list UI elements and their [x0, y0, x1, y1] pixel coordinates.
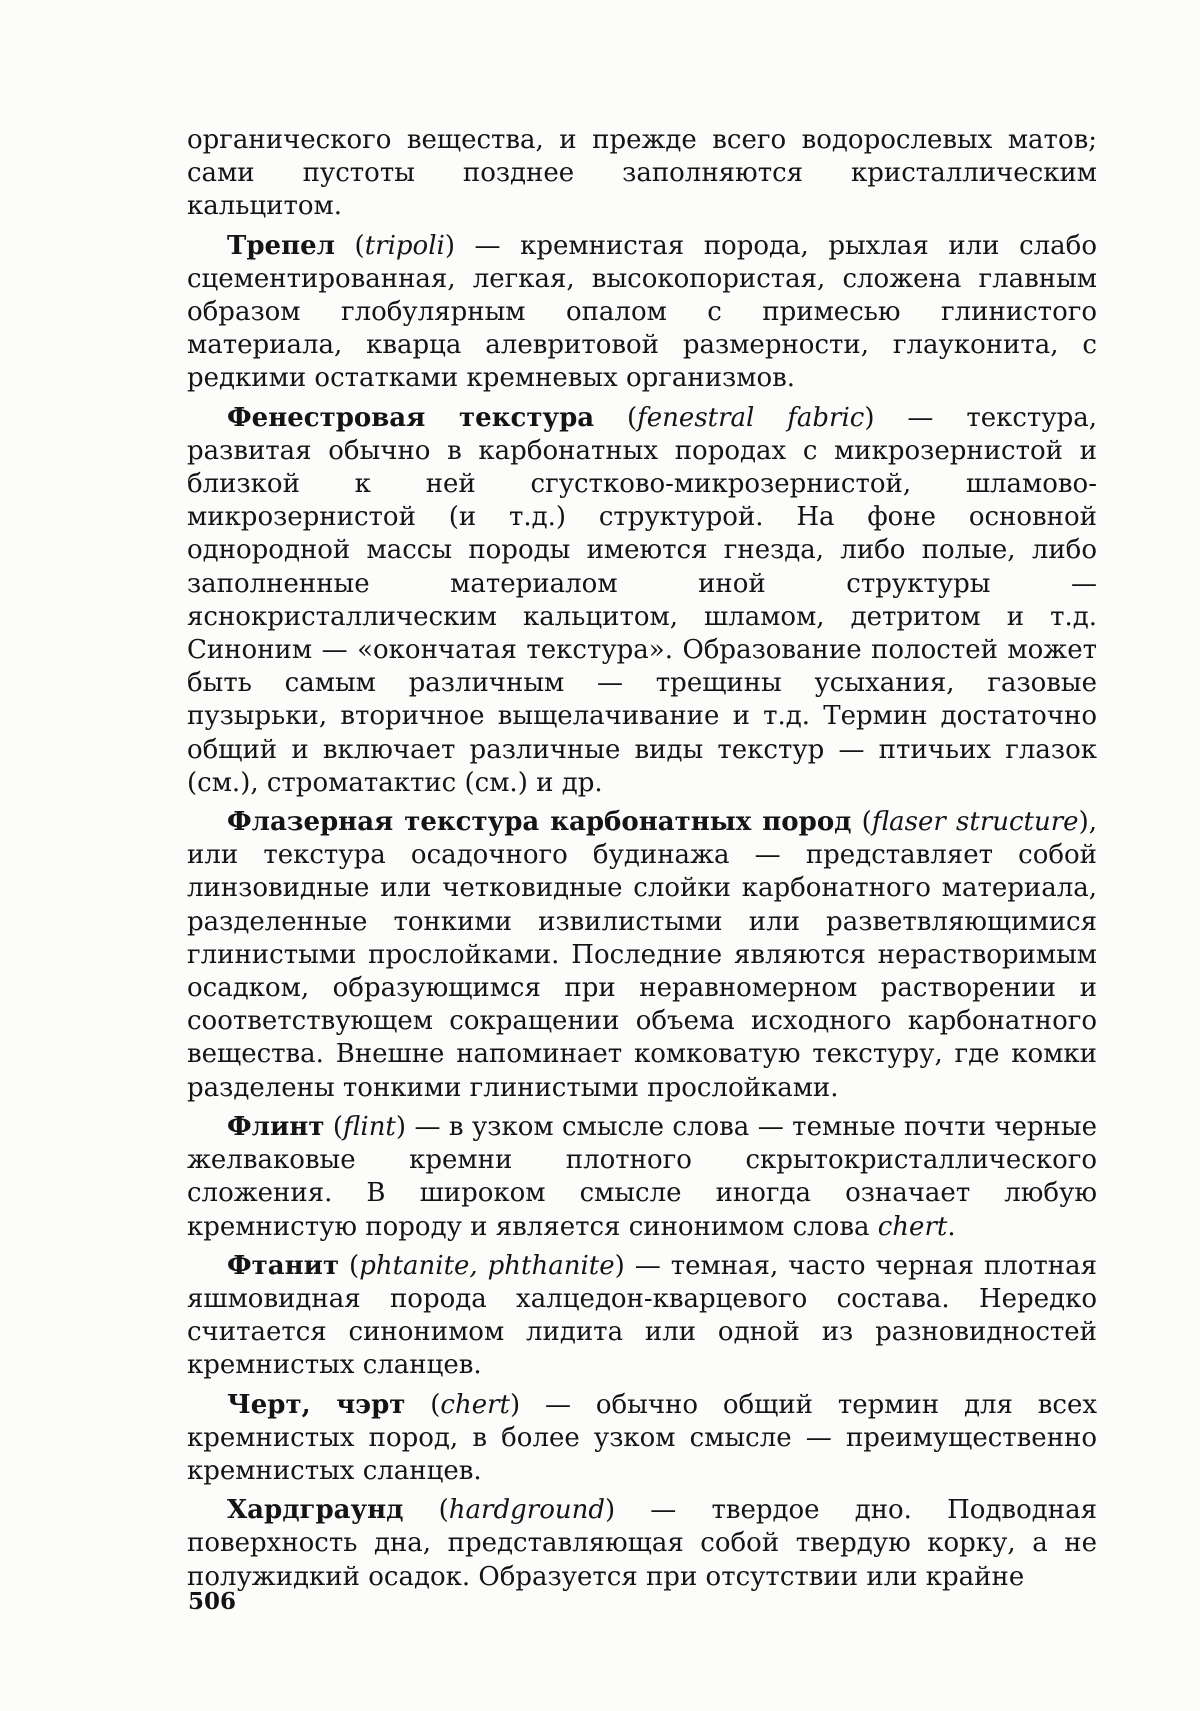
entry-english: flint — [343, 1112, 396, 1142]
entry-body: текстура, развитая обычно в карбонатных породах с микрозернистой и близкой к ней сгустково-микрозернистой, шламово-микрозернистой (и т.д.) структурой. На фоне основной однородной массы породы имеются гнезда, либо полые, либо заполненные материалом иной структуры — яснокристаллическим кальцитом, шламом, детритом и т.д. Синоним — «окончатая текстура». Образование полостей может быть самым различным — трещины усыхания, газовые пузырьки, вторичное выщелачивание и т.д. Термин достаточно общий и включает различные виды текстур — птичьих глазок (см.), строматактис (см.) и др. — [187, 403, 1097, 798]
entry-body: кремнистая порода, рыхлая или слабо сцементированная, легкая, высокопористая, сложена главным образом глобулярным опалом с примесью глинистого материала, кварца алевритовой размерности, глауконита, с редкими остатками кремневых организмов. — [187, 231, 1097, 394]
entry-english: flaser structure — [872, 807, 1079, 837]
entry-term: Фтанит — [227, 1251, 339, 1281]
entry-english: tripoli — [365, 231, 445, 261]
entry-english-tail: chert — [878, 1212, 948, 1242]
page-number: 506 — [188, 1588, 236, 1615]
entry-english: hardground — [449, 1495, 605, 1525]
book-page — [0, 0, 1200, 1711]
entry-tripoli: Трепел (tripoli) — кремнистая порода, рыхлая или слабо сцементированная, легкая, высокопористая, сложена главным образом глобулярным опалом с примесью глинистого материала, кварца алевритовой размерности, глауконита, с редкими остатками кремневых организмов. — [187, 230, 1097, 396]
entry-term: Флинт — [227, 1112, 324, 1142]
continued-paragraph — [187, 124, 1097, 224]
entry-term: Фенестровая текстура — [227, 403, 594, 433]
entry-term: Черт, чэрт — [227, 1390, 405, 1420]
entry-body: темная, часто черная плотная яшмовидная порода халцедон-кварцевого состава. Нередко считается синонимом лидита или одной из разновидностей кремнистых сланцев. — [187, 1251, 1097, 1381]
entry-flint: Флинт (flint) — в узком смысле слова — темные почти черные желваковые кремни плотного скрытокристаллического сложения. В широком смысле иногда означает любую кремнистую породу и является синонимом слова chert. — [187, 1111, 1097, 1244]
entry-chert: Черт, чэрт (chert) — обычно общий термин для всех кремнистых пород, в более узком смысле — преимущественно кремнистых сланцев. — [187, 1389, 1097, 1489]
continued-text: органического вещества, и прежде всего водорослевых матов; сами пустоты позднее заполняются кристаллическим кальцитом. — [187, 125, 1097, 221]
entry-fenestral: Фенестровая текстура (fenestral fabric) — текстура, развитая обычно в карбонатных породах с микрозернистой и близкой к ней сгустково-микрозернистой, шламово-микрозернистой (и т.д.) структурой. На фоне основной однородной массы породы имеются гнезда, либо полые, либо заполненные материалом иной структуры — яснокристаллическим кальцитом, шламом, детритом и т.д. Синоним — «окончатая текстура». Образование полостей может быть самым различным — трещины усыхания, газовые пузырьки, вторичное выщелачивание и т.д. Термин достаточно общий и включает различные виды текстур — птичьих глазок (см.), строматактис (см.) и др. — [187, 402, 1097, 800]
entry-flaser: Флазерная текстура карбонатных пород (flaser structure), или текстура осадочного будинажа — представляет собой линзовидные или четковидные слойки карбонатного материала, разделенные тонкими извилистыми или разветвляющимися глинистыми прослойками. Последние являются нерастворимым осадком, образующимся при неравномерном растворении и соответствующем сокращении объема исходного карбонатного вещества. Внешне напоминает комковатую текстуру, где комки разделены тонкими глинистыми прослойками. — [187, 806, 1097, 1105]
entry-body: в узком смысле слова — темные почти черные желваковые кремни плотного скрытокристаллического сложения. В широком смысле иногда означает любую кремнистую породу и является синонимом слова — [187, 1112, 1097, 1242]
entry-term: Флазерная текстура карбонатных пород — [227, 807, 852, 837]
glossary-text — [187, 124, 1097, 1600]
entry-hardground: Хардграунд (hardground) — твердое дно. Подводная поверхность дна, представляющая собой твердую корку, а не полужидкий осадок. Образуется при отсутствии или крайне — [187, 1494, 1097, 1594]
entry-body: твердое дно. Подводная поверхность дна, представляющая собой твердую корку, а не полужидкий осадок. Образуется при отсутствии или крайне — [187, 1495, 1097, 1591]
entry-term: Хардграунд — [227, 1495, 404, 1525]
entry-term: Трепел — [227, 231, 335, 261]
entry-phtanite: Фтанит (phtanite, phthanite) — темная, часто черная плотная яшмовидная порода халцедон-кварцевого состава. Нередко считается синонимом лидита или одной из разновидностей кремнистых сланцев. — [187, 1250, 1097, 1383]
entry-english: fenestral fabric — [637, 403, 864, 433]
entry-english: chert — [440, 1390, 510, 1420]
entry-english: phtanite, phthanite — [359, 1251, 614, 1281]
entry-body: или текстура осадочного будинажа — представляет собой линзовидные или четковидные слойки карбонатного материала, разделенные тонкими извилистыми или разветвляющимися глинистыми прослойками. Последние являются нерастворимым осадком, образующимся при неравномерном растворении и соответствующем сокращении объема исходного карбонатного вещества. Внешне напоминает комковатую текстуру, где комки разделены тонкими глинистыми прослойками. — [187, 840, 1097, 1102]
entry-body: обычно общий термин для всех кремнистых пород, в более узком смысле — преимущественно кремнистых сланцев. — [187, 1390, 1097, 1486]
